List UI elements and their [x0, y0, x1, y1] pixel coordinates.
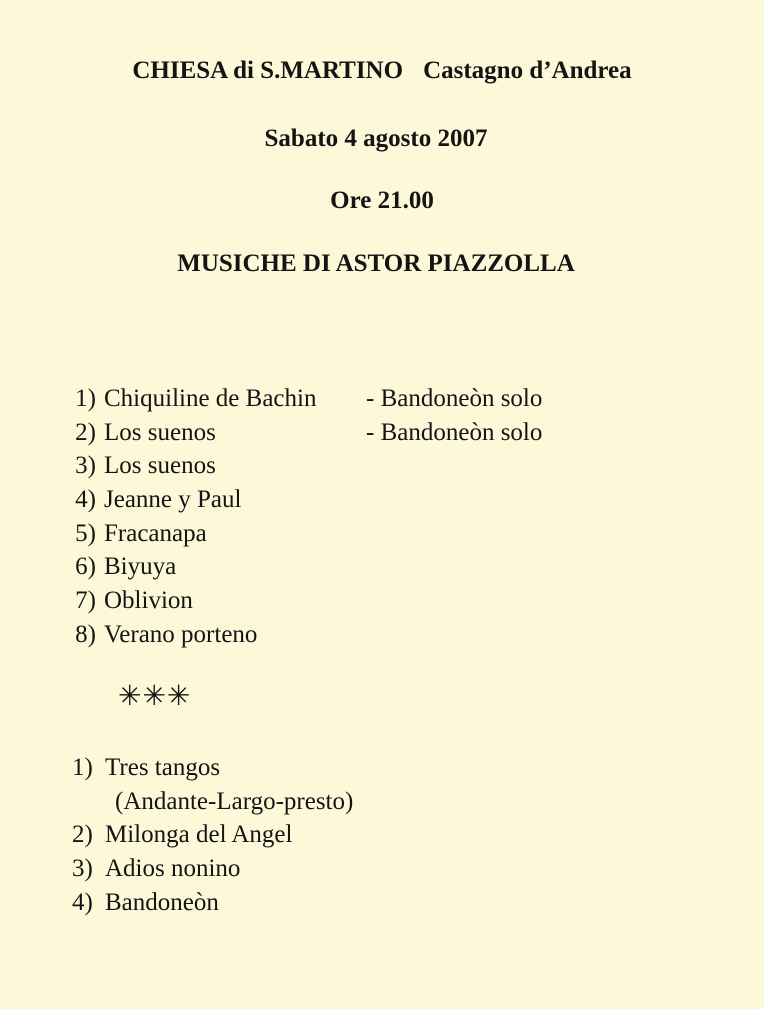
concert-time: Ore 21.00 — [330, 187, 434, 214]
item-number: 1) — [75, 385, 96, 412]
program-item — [0, 751, 764, 785]
program-item — [0, 550, 764, 584]
item-number: 1) — [72, 754, 93, 781]
program-item — [0, 449, 764, 483]
item-title: Jeanne y Paul — [104, 486, 242, 514]
program-item — [0, 618, 764, 652]
item-note: - Bandoneòn solo — [366, 418, 543, 446]
item-number: 3) — [72, 855, 93, 883]
program-item — [0, 517, 764, 551]
item-number: 5) — [75, 519, 96, 547]
program-part-2 — [0, 751, 764, 919]
item-number: 3) — [75, 452, 96, 480]
program-item — [0, 584, 764, 618]
venue-heading — [0, 56, 764, 86]
item-title: Bandoneòn — [105, 888, 219, 916]
item-number: 6) — [75, 553, 96, 581]
program-part-1 — [0, 382, 764, 652]
program-item — [0, 818, 764, 852]
item-title: Los suenos — [104, 418, 216, 446]
program-item-subtitle — [0, 785, 764, 819]
item-title: Chiquiline de Bachin — [104, 385, 317, 412]
program-item — [0, 416, 764, 450]
program-item — [0, 382, 764, 416]
item-title: Adios nonino — [105, 855, 241, 883]
item-subtitle: (Andante-Largo-presto) — [115, 787, 354, 815]
item-number: 7) — [75, 587, 96, 615]
item-number: 2) — [75, 418, 96, 446]
program-title: MUSICHE DI ASTOR PIAZZOLLA — [177, 250, 575, 277]
item-title: Milonga del Angel — [105, 821, 293, 849]
item-title: Fracanapa — [104, 519, 207, 547]
program-item — [0, 483, 764, 517]
venue-place: Castagno d’Andrea — [423, 57, 632, 84]
item-title: Verano porteno — [104, 620, 258, 648]
item-number: 4) — [75, 486, 96, 514]
item-number: 4) — [72, 888, 93, 916]
program-item — [0, 886, 764, 920]
item-title: Oblivion — [104, 587, 193, 615]
item-number: 8) — [75, 620, 96, 648]
asterisk-separator: ✳✳✳ — [118, 681, 192, 712]
item-title: Tres tangos — [105, 754, 221, 781]
item-title: Biyuya — [104, 553, 177, 581]
item-number: 2) — [72, 821, 93, 849]
item-title: Los suenos — [104, 452, 216, 480]
item-note: - Bandoneòn solo — [366, 385, 543, 412]
venue-church: CHIESA di S.MARTINO — [132, 57, 404, 84]
concert-date: Sabato 4 agosto 2007 — [264, 125, 488, 152]
program-item — [0, 852, 764, 886]
